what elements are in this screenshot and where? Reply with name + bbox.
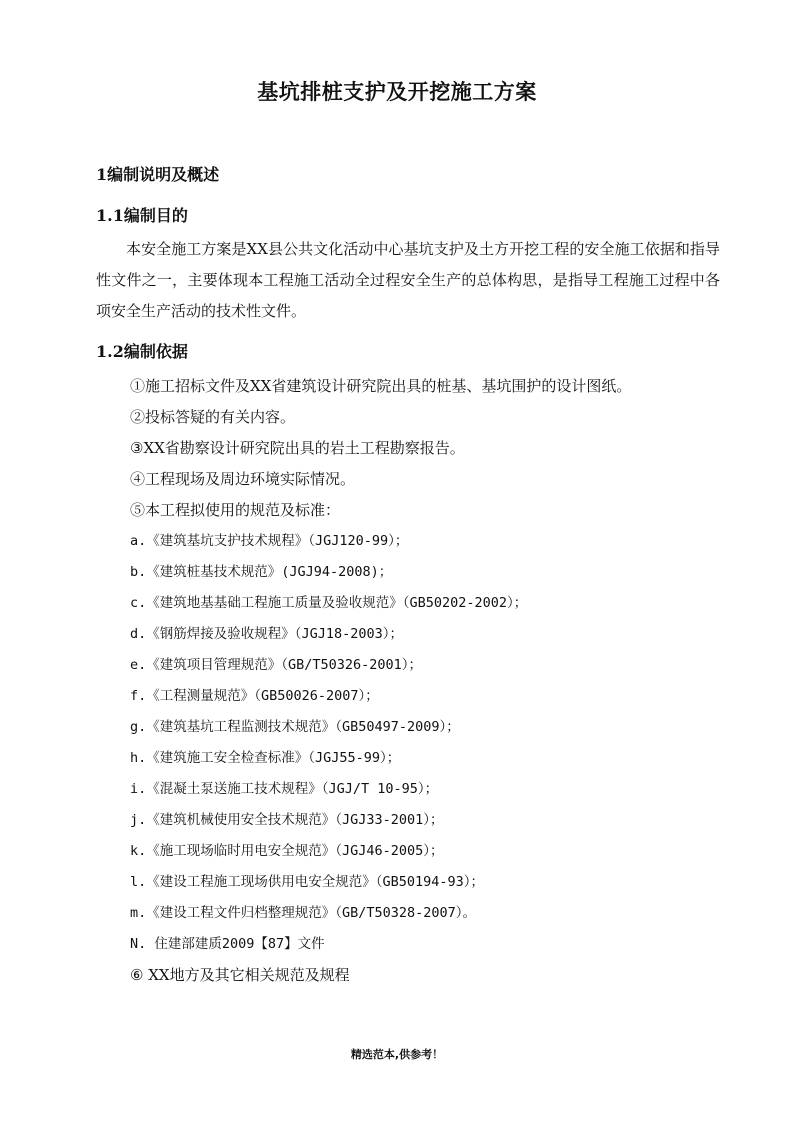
standard-item: N. 住建部建质2009【87】文件 <box>130 936 325 952</box>
standard-item: a.《建筑基坑支护技术规程》（JGJ120-99）； <box>130 533 409 549</box>
section-heading-1-1: 1.1编制目的 <box>96 206 188 225</box>
standard-item: b.《建筑桩基技术规范》(JGJ94-2008)； <box>130 564 393 580</box>
basis-item: ②投标答疑的有关内容。 <box>130 408 296 426</box>
standard-item: i.《混凝土泵送施工技术规程》（JGJ/T 10-95）； <box>130 781 439 797</box>
document-title: 基坑排桩支护及开挖施工方案 <box>257 79 537 104</box>
basis-list <box>130 371 631 991</box>
section-heading-1: 1编制说明及概述 <box>96 165 220 184</box>
standard-item: h.《建筑施工安全检查标准》（JGJ55-99）； <box>130 750 401 766</box>
standard-item: m.《建设工程文件归档整理规范》（GB/T50328-2007）。 <box>130 905 477 921</box>
standard-item: e.《建筑项目管理规范》（GB/T50326-2001）； <box>130 657 423 673</box>
purpose-paragraph: 本安全施工方案是XX县公共文化活动中心基坑支护及土方开挖工程的安全施工依据和指导性文件之一，主要体现本工程施工活动全过程安全生产的总体构思，是指导工程施工过程中各项安全生产活动的技术性文件。 <box>96 240 720 320</box>
basis-item: ④工程现场及周边环境实际情况。 <box>130 470 356 488</box>
standard-item: j.《建筑机械使用安全技术规范》（JGJ33-2001）； <box>130 812 444 828</box>
basis-item: ⑤本工程拟使用的规范及标准： <box>130 501 341 519</box>
standard-item: g.《建筑基坑工程监测技术规范》（GB50497-2009）； <box>130 719 460 735</box>
basis-item: ⑥ XX地方及其它相关规范及规程 <box>130 966 350 984</box>
standard-item: l.《建设工程施工现场供用电安全规范》（GB50194-93）； <box>130 874 485 890</box>
standard-item: c.《建筑地基基础工程施工质量及验收规范》（GB50202-2002）； <box>130 595 528 611</box>
basis-item: ①施工招标文件及XX省建筑设计研究院出具的桩基、基坑围护的设计图纸。 <box>130 377 632 395</box>
section-heading-1-2: 1.2编制依据 <box>96 342 188 361</box>
standard-item: k.《施工现场临时用电安全规范》（JGJ46-2005）； <box>130 843 444 859</box>
basis-item: ③XX省勘察设计研究院出具的岩土工程勘察报告。 <box>130 439 465 457</box>
page-footer: 精选范本,供参考！ <box>350 1048 444 1061</box>
standard-item: d.《钢筋焊接及验收规程》（JGJ18-2003）； <box>130 626 404 642</box>
standard-item: f.《工程测量规范》（GB50026-2007）； <box>130 688 379 704</box>
